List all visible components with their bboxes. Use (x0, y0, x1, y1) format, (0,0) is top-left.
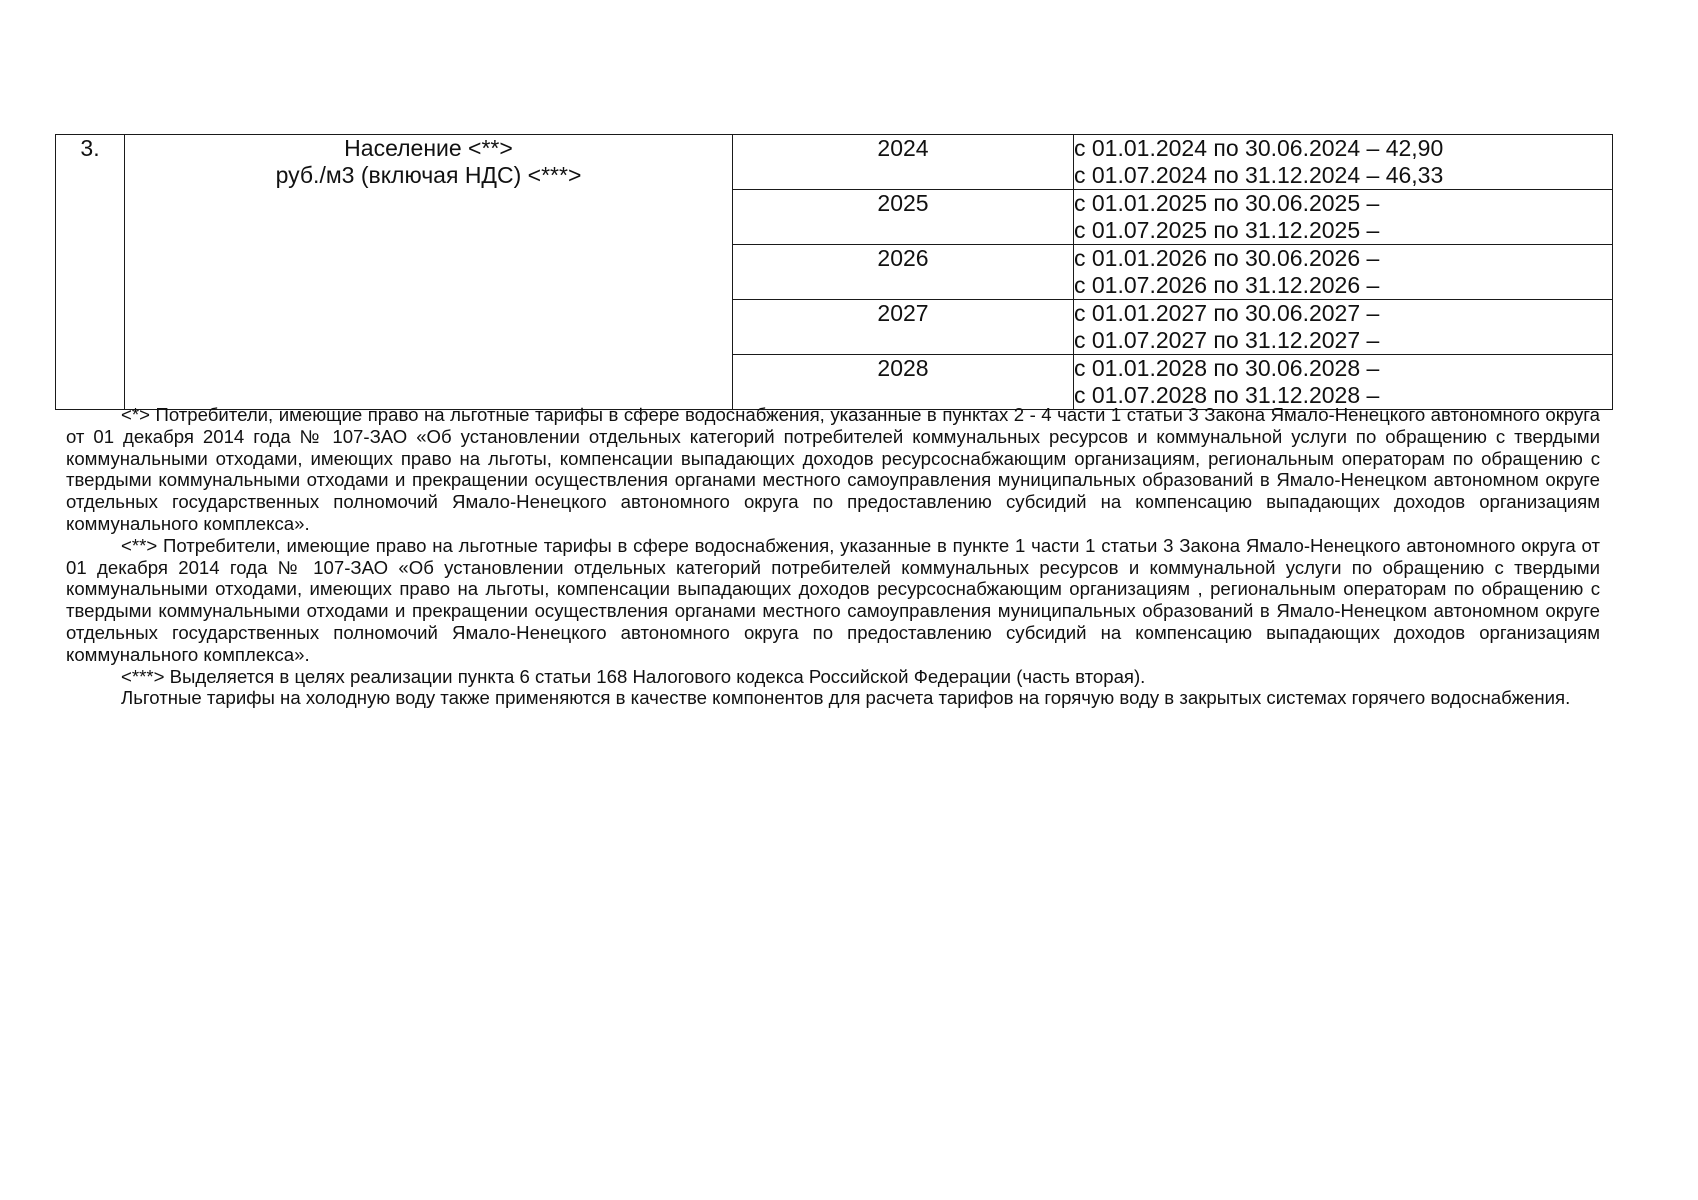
row-number: 3. (56, 135, 125, 410)
period-first-half: с 01.01.2028 по 30.06.2028 – (1074, 355, 1380, 381)
period-second-half: с 01.07.2028 по 31.12.2028 – (1074, 382, 1380, 408)
footnote-double-asterisk: <**> Потребители, имеющие право на льготные тарифы в сфере водоснабжения, указанные в пункте 1 части 1 статьи 3 Закона Ямало-Ненецкого автономного округа от 01 декабря 2014 года № 107-ЗАО «Об установлении отдельных категорий потребителей коммунальных ресурсов и коммунальной услуги по обращению с твердыми коммунальными отходами, имеющих право на льготы, компенсации выпадающих доходов ресурсоснабжающим организациям , региональным операторам по обращению с твердыми коммунальными отходами и прекращении осуществления органами местного самоуправления муниципальных образований в Ямало-Ненецком автономном округе отдельных государственных полномочий Ямало-Ненецкого автономного округа по предоставлению субсидий на компенсацию выпадающих доходов организациям коммунального комплекса». (66, 534, 1600, 665)
tariff-table (55, 134, 1613, 410)
year-cell: 2026 (733, 245, 1074, 300)
year-cell: 2025 (733, 190, 1074, 245)
period-first-half: с 01.01.2024 по 30.06.2024 – 42,90 (1074, 135, 1444, 161)
period-second-half: с 01.07.2025 по 31.12.2025 – (1074, 217, 1380, 243)
footnote-single-asterisk: <*> Потребители, имеющие право на льготные тарифы в сфере водоснабжения, указанные в пунктах 2 - 4 части 1 статьи 3 Закона Ямало-Ненецкого автономного округа от 01 декабря 2014 года № 107-ЗАО «Об установлении отдельных категорий потребителей коммунальных ресурсов и коммунальной услуги по обращению с твердыми коммунальными отходами, имеющих право на льготы, компенсации выпадающих доходов ресурсоснабжающим организациям, региональным операторам по обращению с твердыми коммунальными отходами и прекращении осуществления органами местного самоуправления муниципальных образований в Ямало-Ненецком автономном округе отдельных государственных полномочий Ямало-Ненецкого автономного округа по предоставлению субсидий на компенсацию выпадающих доходов организациям коммунального комплекса». (66, 404, 1600, 534)
period-second-half: с 01.07.2026 по 31.12.2026 – (1074, 272, 1380, 298)
year-cell: 2027 (733, 300, 1074, 355)
period-cell (1074, 245, 1613, 300)
year-cell: 2028 (733, 355, 1074, 410)
period-second-half: с 01.07.2027 по 31.12.2027 – (1074, 327, 1380, 353)
period-cell (1074, 300, 1613, 355)
footnote-hot-water-note: Льготные тарифы на холодную воду также применяются в качестве компонентов для расчета тарифов на горячую воду в закрытых системах горячего водоснабжения. (121, 687, 1571, 709)
table-row (56, 135, 1613, 190)
footnote-triple-asterisk: <***> Выделяется в целях реализации пункта 6 статьи 168 Налогового кодекса Российской Федерации (часть вторая). (121, 665, 1146, 687)
period-cell (1074, 190, 1613, 245)
period-first-half: с 01.01.2025 по 30.06.2025 – (1074, 190, 1380, 216)
consumer-group-unit: руб./м3 (включая НДС) <***> (275, 162, 582, 188)
footnotes (66, 404, 1600, 709)
period-second-half: с 01.07.2024 по 31.12.2024 – 46,33 (1074, 162, 1444, 188)
period-first-half: с 01.01.2026 по 30.06.2026 – (1074, 245, 1380, 271)
period-first-half: с 01.01.2027 по 30.06.2027 – (1074, 300, 1380, 326)
period-cell (1074, 355, 1613, 410)
period-cell (1074, 135, 1613, 190)
year-cell: 2024 (733, 135, 1074, 190)
consumer-group-title: Население <**> (344, 135, 513, 161)
consumer-group-cell (125, 135, 733, 410)
